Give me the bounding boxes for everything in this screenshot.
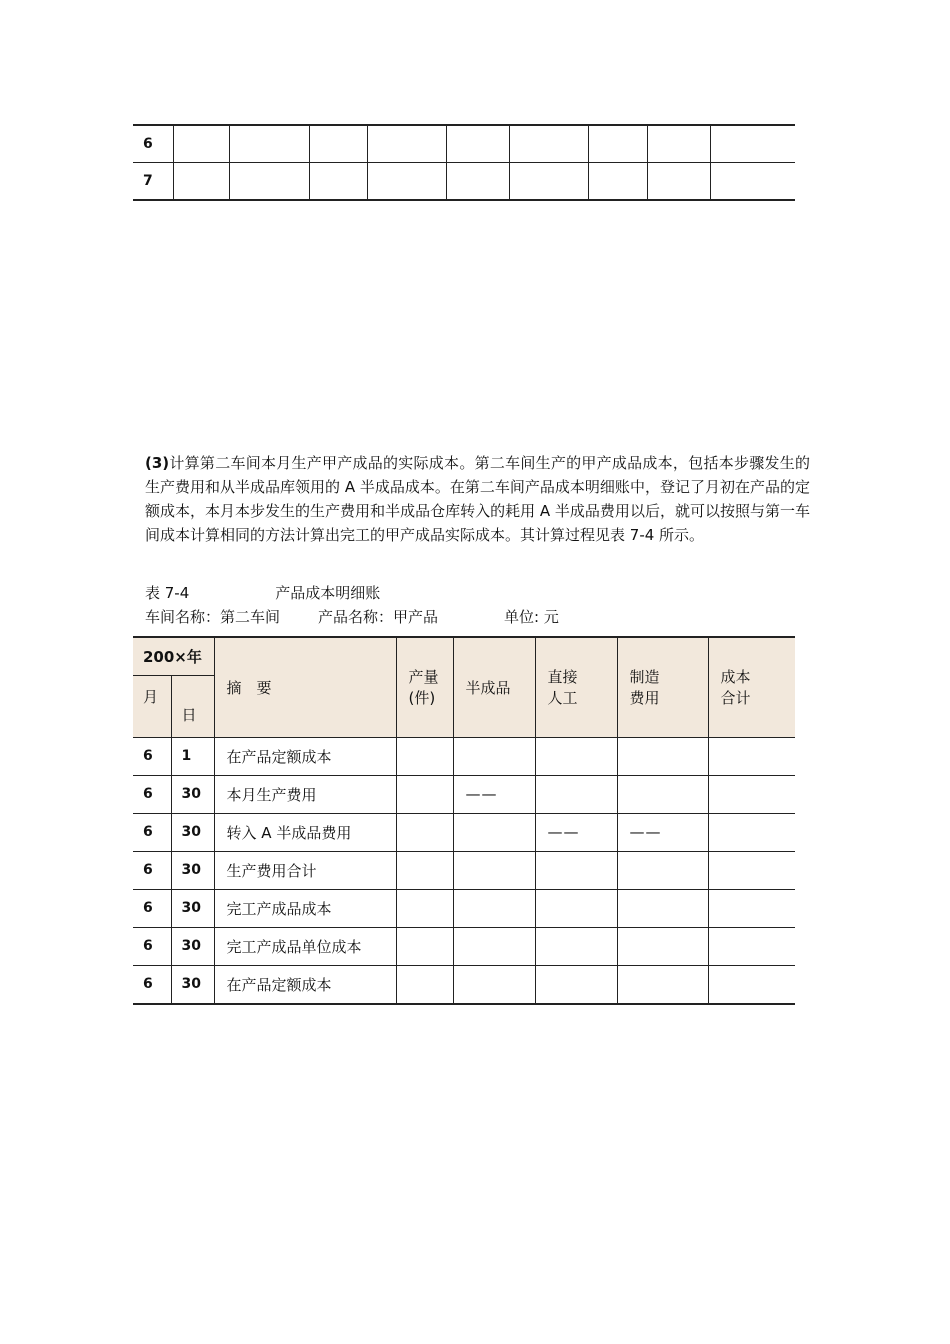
table-row bbox=[133, 125, 795, 163]
product-label: 产品名称：甲产品 bbox=[318, 608, 439, 626]
header-total: 成本 合计 bbox=[708, 637, 795, 737]
paragraph-text: 计算第二车间本月生产甲产成品的实际成本。第二车间生产的甲产成品成本，包括本步骤发生的生产费用和从半成品库领用的 A 半成品成本。在第二车间产品成本明细账中，登记了月初在产品的定额成本，本月本步发生的生产费用和半成品仓库转入的耗用 A 半成品费用以后，就可以按照与第一车间成本计算相同的方法计算出完工的甲产成品实际成本。其计算过程见表 7-4 所示。 bbox=[145, 454, 810, 544]
table-row: 6 30 本月生产费用 —— bbox=[133, 775, 795, 813]
table-number: 表 7-4 bbox=[145, 584, 190, 602]
header-output: 产量 (件) bbox=[396, 637, 453, 737]
month-cell: 6 bbox=[143, 136, 153, 152]
table-row: 6 30 完工产成品成本 bbox=[133, 889, 795, 927]
table-row: 6 30 生产费用合计 bbox=[133, 851, 795, 889]
table-row: 6 1 在产品定额成本 bbox=[133, 737, 795, 775]
table-title: 产品成本明细账 bbox=[275, 584, 381, 602]
table-row: 6 30 完工产成品单位成本 bbox=[133, 927, 795, 965]
table-caption bbox=[145, 583, 380, 603]
header-year: 200×年 bbox=[133, 637, 214, 675]
header-semi: 半成品 bbox=[453, 637, 535, 737]
header-month: 月 bbox=[133, 675, 171, 737]
body-paragraph bbox=[145, 451, 810, 547]
table-row: 6 30 转入 A 半成品费用 —— —— bbox=[133, 813, 795, 851]
header-overhead: 制造 费用 bbox=[617, 637, 708, 737]
cost-detail-table bbox=[133, 636, 795, 1005]
header-row bbox=[133, 637, 795, 675]
unit-label: 单位: 元 bbox=[504, 608, 559, 626]
header-summary: 摘 要 bbox=[214, 637, 396, 737]
workshop-label: 车间名称：第二车间 bbox=[145, 608, 281, 626]
table-meta bbox=[145, 607, 559, 627]
month-cell: 7 bbox=[133, 163, 173, 201]
table-row: 6 30 在产品定额成本 bbox=[133, 965, 795, 1004]
header-day: 日 bbox=[171, 675, 214, 737]
table-row bbox=[133, 163, 795, 201]
previous-table-fragment bbox=[133, 124, 795, 201]
paragraph-prefix: (3) bbox=[145, 454, 170, 472]
header-labor: 直接 人工 bbox=[535, 637, 617, 737]
